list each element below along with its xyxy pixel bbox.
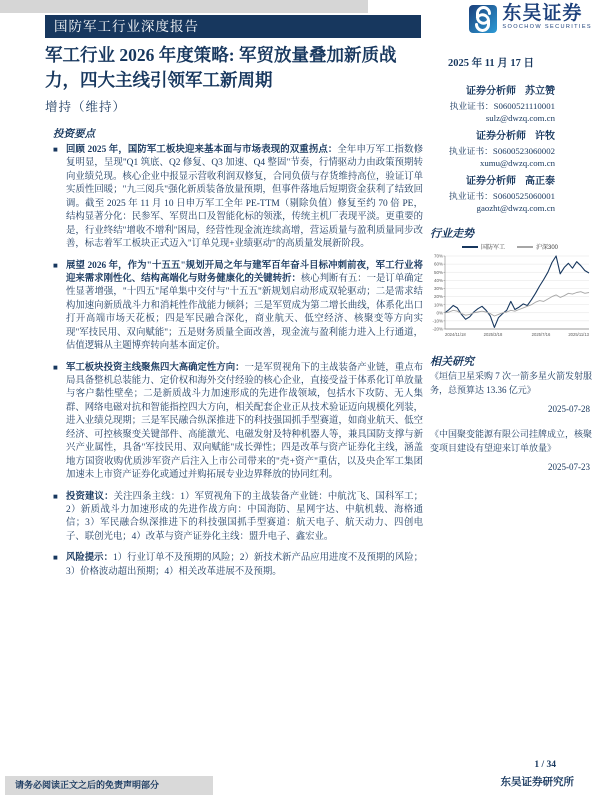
analyst-block <box>415 172 555 213</box>
bullet-square-icon: ■ <box>53 553 58 563</box>
analyst-email: xumu@dwzq.com.cn <box>479 158 555 168</box>
analyst-role: 证券分析师 <box>466 86 516 97</box>
bullet-lead: 投资建议： <box>66 491 114 502</box>
analyst-name: 高正泰 <box>525 176 555 187</box>
cert-number: S0600525060001 <box>492 191 555 201</box>
svg-text:60%: 60% <box>433 261 443 267</box>
legend-label-defense: 国防军工 <box>480 245 505 251</box>
cert-label: 执业证书： <box>448 146 493 156</box>
report-series-label: 国防军工行业深度报告 <box>54 19 199 34</box>
report-series-banner <box>45 15 421 38</box>
svg-text:2025/7/16: 2025/7/16 <box>531 332 551 337</box>
svg-text:10%: 10% <box>433 302 443 308</box>
cert-label: 执业证书： <box>448 191 493 201</box>
svg-text:-10%: -10% <box>432 318 443 324</box>
svg-text:40%: 40% <box>433 277 443 283</box>
cert-number: S0600523060002 <box>492 146 555 156</box>
analyst-email: sulz@dwzq.com.cn <box>485 113 555 123</box>
svg-text:70%: 70% <box>433 253 443 259</box>
research-item <box>430 370 592 417</box>
bullet-square-icon: ■ <box>53 145 58 154</box>
bullet-body: 1）行业订单不及预期的风险；2）新技术新产品应用进度不及预期的风险；3）价格波动超出预期；4）相关改革进展不及预期。 <box>66 553 423 577</box>
analyst-role: 证券分析师 <box>466 176 516 187</box>
key-point-item <box>53 260 423 354</box>
rating-badge: 增持（维持） <box>45 100 127 114</box>
key-point-item <box>53 144 423 252</box>
svg-text:0%: 0% <box>436 310 443 316</box>
legend-label-hs300: 沪深300 <box>536 245 559 251</box>
defense-line-swatch <box>462 246 478 248</box>
svg-text:2025/3/18: 2025/3/18 <box>483 332 503 337</box>
brand-logo <box>468 4 592 39</box>
svg-text:30%: 30% <box>433 286 443 292</box>
analyst-role: 证券分析师 <box>476 131 526 142</box>
related-research-heading: 相关研究 <box>430 356 474 368</box>
bullet-body: 全年申万军工指数修复明显，呈现"Q1 筑底、Q2 修复、Q3 加速、Q4 整固"节奏，行情驱动力由政策预期转向业绩兑现。核心企业中报显示营收利润双修复，合同负债与存货维持高位，验证订单实质性回暖；"九三阅兵"强化新质装备放量预期，但事件落地后短期资金获利了结致回调。截至 2025 年 11 月 10 日申万军工全年 PE-TTM（剔除负值）修复至约 70 倍 PE，结构显著分化：民参军、军贸出口及智能化标的领涨，传统主机厂表现平淡。更重要的是，行业终结"增收不增利"困局，经营性现金流连续高增，营运质量与盈利质量同步改善，标志着军工板块正式迈入"订单兑现+业绩驱动"的高质量发展新阶段。 <box>66 145 423 250</box>
cert-label: 执业证书： <box>449 101 494 111</box>
bullet-lead: 风险提示： <box>66 553 113 564</box>
analyst-name: 苏立赞 <box>525 86 555 97</box>
analyst-email: gaozht@dwzq.com.cn <box>476 203 555 213</box>
bullet-lead: 回顾 2025 年，国防军工板块迎来基本面与市场表现的双重拐点： <box>66 145 338 155</box>
report-title: 军工行业 2026 年度策略: 军贸放量叠加新质战力，四大主线引领军工新周期 <box>45 45 397 90</box>
brand-name-cn: 东吴证券 <box>502 3 583 24</box>
svg-text:2024/11/18: 2024/11/18 <box>445 332 466 337</box>
research-institute-label: 东吴证券研究所 <box>500 777 574 788</box>
page-number: 1 / 34 <box>534 760 556 770</box>
research-item <box>430 428 592 475</box>
key-points-list <box>53 144 423 587</box>
svg-text:20%: 20% <box>433 294 443 300</box>
chart-legend <box>428 242 592 251</box>
bullet-body: 一是军贸视角下的主战装备产业链，重点布局具备整机总装能力、定价权和海外交付经验的核心企业，直接受益于体系化订单放量与客户黏性壁垒；二是新质战斗力加速形成的先进作战领域，包括水下攻防、无人集群、网络电磁对抗和智能指控四大方向，相关配套企业正从技术验证迈向规模化列装，进入业绩兑现期；三是军民融合纵深推进下的科技强国抓手型赛道，如商业航天、低空经济、可控核聚变关键部件、高能激光、电磁发射及特种机器人等，兼具国防支撑与新兴产业属性，具备"军技民用、双向赋能"成长弹性；四是改革与资产证券化主线，涵盖地方国资收购优质涉军资产后注入上市公司带来的"壳+资产"重估，以及央企军工集团加速未上市资产证券化或通过并购拓展专业边界释放的协同红利。 <box>66 362 423 481</box>
hs300-line-swatch <box>517 246 533 248</box>
bullet-square-icon: ■ <box>53 362 58 372</box>
analyst-block <box>415 127 555 168</box>
bullet-square-icon: ■ <box>53 260 58 270</box>
bullet-lead: 展望 2026 年，作为"十五五"规划开局之年与建军百年奋斗目标冲刺前夜，军工行业将迎来需求刚性化、结构高端化与财务健康化的关键转折： <box>66 260 423 284</box>
disclaimer-bar: 请务必阅读正文之后的免责声明部分 <box>5 776 213 795</box>
research-title: 《垣信卫星采购 7 次一箭多星火箭发射服务，总预算达 13.36 亿元》 <box>430 371 593 395</box>
key-point-item <box>53 362 423 483</box>
bullet-body: 关注四条主线：1）军贸视角下的主战装备产业链：中航沈飞、国科军工；2）新质战斗力加速形成的先进作战方向：中国海防、星网宇达、中航机载、海格通信；3）军民融合纵深推进下的科技强国抓手型赛道：航天电子、航天动力、四创电子、联创光电；4）改革与资产证券化主线：盟升电子、鑫宏业。 <box>66 491 423 542</box>
soochow-logo-icon <box>468 4 498 39</box>
key-points-heading: 投资要点 <box>53 129 95 140</box>
cert-number: S0600521110001 <box>493 101 555 111</box>
trend-plot-area <box>428 253 592 350</box>
report-date: 2025 年 11 月 17 日 <box>447 58 535 69</box>
industry-trend-heading: 行业走势 <box>430 228 474 240</box>
svg-text:2025/11/13: 2025/11/13 <box>568 332 589 337</box>
industry-trend-chart <box>428 242 592 350</box>
bullet-lead: 军工板块投资主线聚焦四大高确定性方向： <box>66 362 245 373</box>
analyst-name: 许牧 <box>535 131 555 142</box>
bullet-body: 核心判断有五：一是订单确定性显著增强，"十四五"尾单集中交付与"十五五"新规划启动形成双轮驱动；二是需求结构加速向新质战斗力和消耗性作战能力倾斜；三是军贸成为第二增长曲线，体系化出口打开高端市场天花板；四是军民融合深化，商业航天、低空经济、核聚变等方向实现"军技民用、双向赋能"；五是财务质量全面改善，现金流与盈利能力进入上行通道，估值逻辑从主题博弈转向基本面定价。 <box>66 273 423 352</box>
research-title: 《中国聚变能源有限公司挂牌成立，核聚变项目建设有望迎来订单放量》 <box>430 428 593 453</box>
analyst-list <box>415 82 555 217</box>
research-date: 2025-07-28 <box>548 403 590 414</box>
key-point-item <box>53 552 423 579</box>
key-point-item <box>53 491 423 545</box>
research-date: 2025-07-23 <box>548 461 590 472</box>
related-research-list <box>430 370 592 486</box>
svg-text:50%: 50% <box>433 269 443 275</box>
analyst-block <box>415 82 555 123</box>
top-gray-strip <box>0 0 368 13</box>
svg-text:-20%: -20% <box>432 326 443 332</box>
bullet-square-icon: ■ <box>53 491 58 501</box>
brand-name-en: SOOCHOW SECURITIES <box>502 24 592 30</box>
